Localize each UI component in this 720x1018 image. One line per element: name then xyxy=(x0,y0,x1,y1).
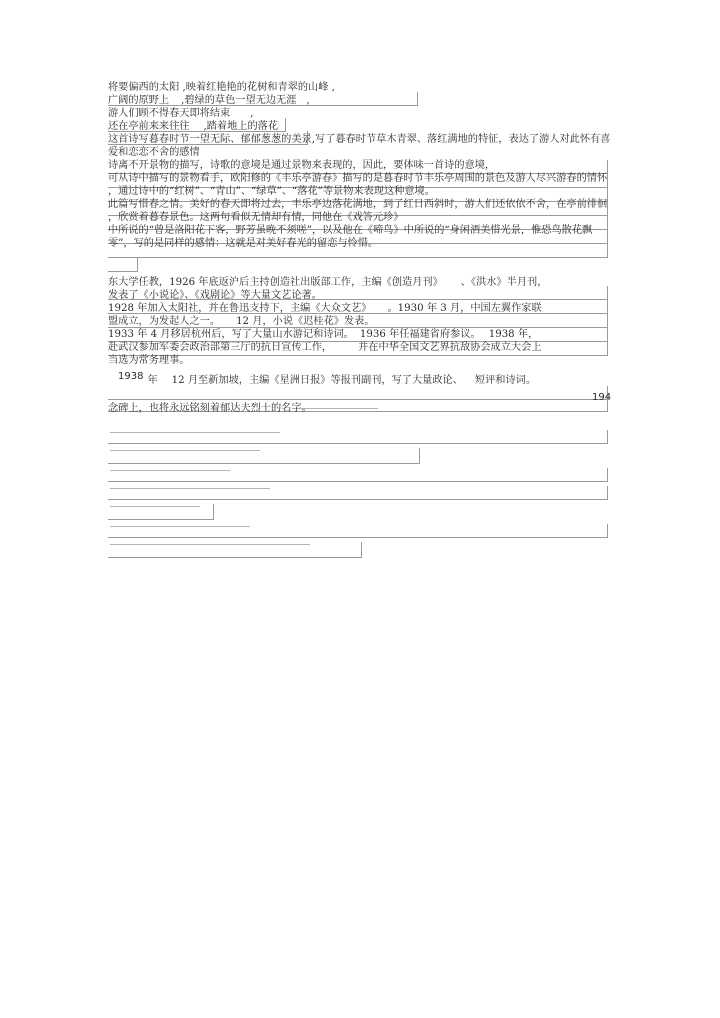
bio-text: 年 xyxy=(147,375,158,386)
commentary-line xyxy=(108,146,200,159)
poem-line xyxy=(108,81,335,94)
strikethrough-rule xyxy=(300,408,378,409)
commentary-line xyxy=(108,172,607,185)
poem-text: 还在亭前来来往往 xyxy=(108,121,190,132)
bio-text: 盟成立，为发起人之一。 xyxy=(108,316,221,327)
commentary-text: ，欣赏着暮春景色。这两句看似无情却有情，同他在《戏答元珍》 xyxy=(108,212,404,223)
commentary-text: 可从诗中描写的景物看手，欧阳修的《丰乐亭游春》描写的是暮春时节丰乐亭周围的景色及游人尽兴游春的情怀 xyxy=(108,173,608,184)
commentary-text: 中所说的“曾是洛阳花下客，野芳虽晚不须嗟”，以及他在《啼鸟》中所说的“身闲酒美惜光景，惟恐鸟散花飘 xyxy=(108,225,593,236)
blank-rule xyxy=(110,506,200,507)
bio-text: 、《洪水》半月刊， xyxy=(460,277,548,288)
bio-line xyxy=(108,315,375,328)
poem-text: ,踏着地上的落花 xyxy=(203,121,279,132)
commentary-text: 零”，写的是同样的感情：这就是对美好春光的留恋与怜惜。 xyxy=(108,238,379,249)
bio-text: 12 月至新加坡，主编《星洲日报》等报刊副刊，写了大量政论、 xyxy=(171,375,463,386)
commentary-line xyxy=(108,211,403,224)
commentary-text: 这首诗写暮春时节一望无际、郁郁葱葱的美景,写了暮春时节草木青翠、落红满地的特征，表达了游人对此怀有喜 xyxy=(108,134,611,145)
bio-text: 短评和诗词。 xyxy=(474,375,537,386)
bio-text: 当选为常务理事。 xyxy=(108,355,190,366)
bio-line xyxy=(108,402,312,415)
text-frame xyxy=(108,386,608,400)
commentary-line xyxy=(108,185,435,198)
bio-text: 。1930 年 3 月，中国左翼作家联 xyxy=(387,303,542,314)
bio-line xyxy=(108,354,190,367)
poem-text: 将要偏西的太阳 ,映着红艳艳的花树和青翠的山峰 , xyxy=(108,82,335,93)
commentary-line xyxy=(108,198,607,211)
commentary-line xyxy=(108,224,592,237)
commentary-line xyxy=(108,237,378,250)
bio-line xyxy=(118,371,537,387)
bio-line xyxy=(108,341,542,354)
bio-text: 赴武汉参加军委会政治部第三厅的抗日宣传工作， xyxy=(108,342,333,353)
bio-text: 1938 年， xyxy=(488,329,539,340)
commentary-text: ，通过诗中的“红树”、“青山”、“绿草”、“落花”等景物来表现这种意境。 xyxy=(108,186,435,197)
bio-year: 1938 xyxy=(118,371,144,382)
poem-text: , xyxy=(306,95,310,106)
bio-text: 并在中华全国文艺界抗敌协会成立大会上 xyxy=(358,342,542,353)
bio-text: 1933 年 4 月移居杭州后，写了大量山水游记和诗词。 xyxy=(108,329,354,340)
blank-rule xyxy=(110,544,310,545)
bio-text: 12 月，小说《迟桂花》发表。 xyxy=(236,316,375,327)
commentary-line xyxy=(108,133,610,146)
bio-text: 1928 年加入太阳社，并在鲁迅支持下，主编《大众文艺》 xyxy=(108,303,372,314)
poem-line xyxy=(108,107,254,120)
text-frame xyxy=(108,258,138,272)
poem-text: ,碧绿的草色一望无边无涯 xyxy=(181,95,297,106)
poem-text: , xyxy=(250,108,254,119)
commentary-line xyxy=(108,159,495,172)
poem-text: 游人们顾不得春天即将结束 xyxy=(108,108,231,119)
bio-text: 东大学任教，1926 年底返沪后主持创造社出版部工作，主编《创造月刊》 xyxy=(108,277,443,288)
poem-line xyxy=(108,94,310,107)
bio-text: 发表了《小说论》、《戏剧论》等大量文艺论著。 xyxy=(108,290,322,301)
blank-rule xyxy=(110,470,230,471)
bio-text: 194 xyxy=(592,392,612,403)
commentary-text: 此篇写惜春之情。美好的春天即将过去，丰乐亭边落花满地，到了红日西斜时，游人们还依依不舍，在亭前徘徊 xyxy=(108,199,608,210)
bio-line xyxy=(108,289,322,302)
bio-text: 念碑上，也将永远铭刻着郁达夫烈士的名字。 xyxy=(108,403,312,414)
poem-text: 广阔的原野上 xyxy=(108,95,170,106)
bio-line xyxy=(108,276,547,289)
blank-rule xyxy=(110,488,270,489)
bio-text: 1936 年任福建省府参议。 xyxy=(359,329,481,340)
blank-rule xyxy=(110,526,250,527)
bio-fragment xyxy=(592,391,611,404)
blank-rule xyxy=(110,432,280,433)
blank-rule xyxy=(110,450,260,451)
commentary-text: 诗离不开景物的描写，诗歌的意境是通过景物来表现的，因此，要体味一首诗的意境， xyxy=(108,160,496,171)
bio-line xyxy=(108,302,542,315)
commentary-text: 爱和恋恋不舍的感情 xyxy=(108,147,200,158)
bio-line xyxy=(108,328,538,341)
poem-line xyxy=(108,120,278,133)
